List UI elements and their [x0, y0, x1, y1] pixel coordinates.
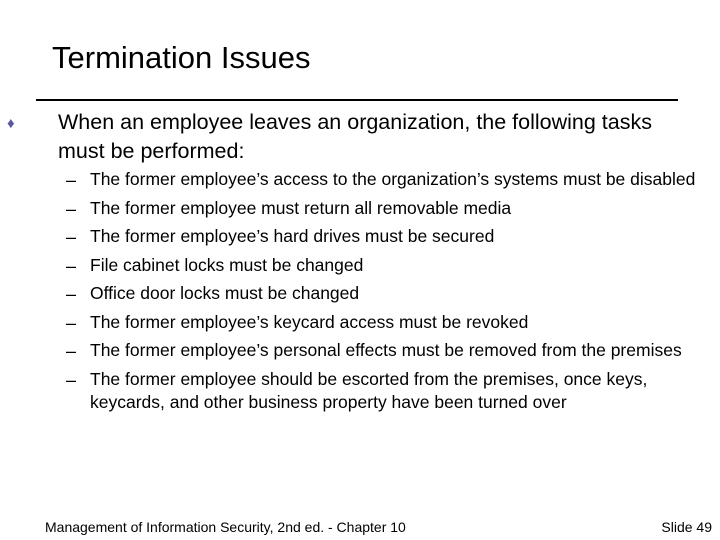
sub-bullet-text: Office door locks must be changed — [90, 283, 360, 303]
sub-bullet-text: The former employee’s hard drives must be secured — [90, 226, 495, 246]
sub-bullet-item — [0, 225, 720, 254]
dash-bullet-icon: – — [66, 170, 77, 190]
sub-bullet-item — [0, 339, 720, 368]
sub-bullet-text: The former employee’s access to the organization’s systems must be disabled — [90, 169, 696, 189]
sub-bullet-text: The former employee must return all removable media — [90, 197, 512, 218]
dash-bullet-icon: – — [66, 312, 77, 333]
dash-bullet-icon: – — [66, 369, 77, 390]
sub-bullet-item — [0, 282, 720, 311]
footer-course-title: Management of Information Security, 2nd ed. - Chapter 10 — [45, 519, 406, 535]
dash-bullet-icon: – — [66, 198, 77, 219]
sub-bullet-item — [0, 368, 720, 420]
dash-bullet-icon: – — [66, 227, 77, 247]
sub-bullet-list — [0, 168, 720, 420]
sub-bullet-item — [0, 311, 720, 340]
dash-bullet-icon: – — [66, 284, 77, 304]
slide-title: Termination Issues — [52, 40, 311, 75]
dash-bullet-icon: – — [66, 341, 77, 361]
sub-bullet-item — [0, 168, 720, 197]
sub-bullet-text: File cabinet locks must be changed — [90, 254, 364, 275]
footer-slide-number: Slide 49 — [661, 519, 712, 535]
sub-bullet-item — [0, 197, 720, 226]
sub-bullet-text: The former employee should be escorted from the premises, once keys, keycards, and other business property have been turned over — [90, 368, 648, 412]
dash-bullet-icon: – — [66, 255, 77, 276]
main-bullet-text: When an employee leaves an organization, the following tasks must be performed: — [58, 110, 652, 163]
sub-bullet-text: The former employee’s keycard access must be revoked — [90, 311, 529, 332]
title-divider — [36, 99, 678, 101]
sub-bullet-item — [0, 254, 720, 283]
sub-bullet-text: The former employee’s personal effects must be removed from the premises — [90, 340, 682, 360]
diamond-bullet-icon: ♦ — [7, 115, 15, 132]
